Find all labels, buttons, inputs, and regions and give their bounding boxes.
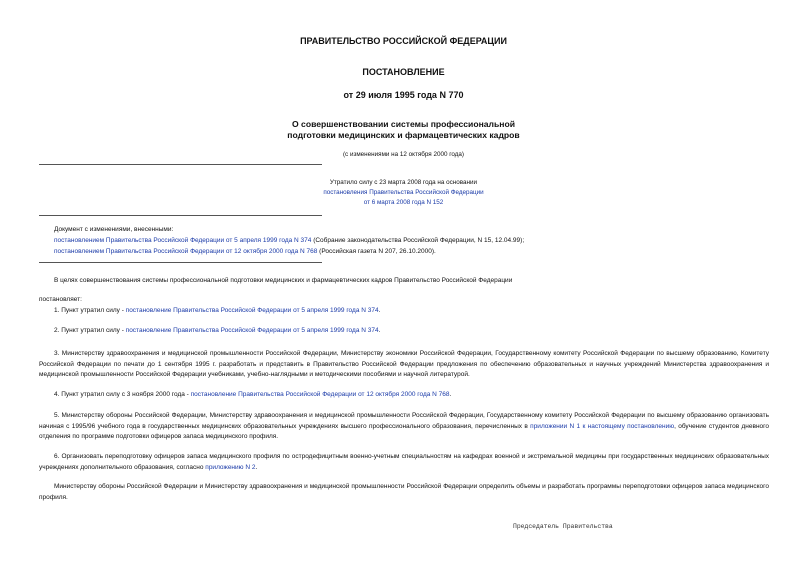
document-date-number: от 29 июля 1995 года N 770: [343, 90, 464, 100]
amendment-item-2: [54, 248, 436, 255]
changes-note: (с изменениями на 12 октября 2000 года): [342, 151, 465, 158]
amendment-source-2: (Российская газета N 207, 26.10.2000).: [317, 248, 436, 255]
clause-6: 6. Организовать переподготовку офицеров запаса медицинского профиля по остродефицитным военно-учетным специальностям на кафедрах военной и экстремальной медицины при государственных медицинских образовательных учреждениях дополнительного образования, согласно приложению N 2.: [39, 453, 769, 471]
document-type: ПОСТАНОВЛЕНИЕ: [362, 67, 445, 77]
document-title-line-2: подготовки медицинских и фармацевтических кадров: [287, 130, 520, 140]
divider: [39, 262, 322, 263]
divider: [39, 215, 322, 216]
clause-1-link[interactable]: постановление Правительства Российской Федерации от 5 апреля 1999 года N 374: [125, 307, 379, 314]
clause-2-link[interactable]: постановление Правительства Российской Федерации от 5 апреля 1999 года N 374: [125, 327, 379, 334]
clause-5-link[interactable]: приложении N 1 к настоящему постановлению: [530, 422, 675, 430]
amendments-intro: Документ с изменениями, внесенными:: [54, 226, 174, 233]
amendment-link-2[interactable]: постановлением Правительства Российской Федерации от 12 октября 2000 года N 768: [54, 248, 318, 255]
amendment-link-1[interactable]: постановлением Правительства Российской Федерации от 5 апреля 1999 года N 374: [54, 237, 312, 244]
repeal-link-line-2[interactable]: от 6 марта 2008 года N 152: [363, 199, 444, 206]
preamble: В целях совершенствования системы профессиональной подготовки медицинских и фармацевтических кадров Правительство Российской Федерации: [54, 277, 513, 284]
clause-2: 2. Пункт утратил силу - постановление Правительства Российской Федерации от 5 апреля 1999 года N 374.: [54, 327, 381, 334]
amendment-source-1: (Собрание законодательства Российской Федерации, N 15, 12.04.99);: [311, 237, 525, 244]
clause-3: 3. Министерству здравоохранения и медицинской промышленности Российской Федерации, Министерству экономики Российской Федерации, Государственному комитету Российской Федерации по высшему образованию, Комитету Российской Федерации по печати до 1 сентября 1995 г. разработать и представить в Правительство Российской Федерации предложения по обеспечению образовательных и научных учреждений Министерства здравоохранения и медицинской промышленности Российской Федерации учебниками, учебно-наглядными и методическими пособиями и научной литературой.: [39, 350, 769, 378]
clause-4-link[interactable]: постановление Правительства Российской Федерации от 12 октября 2000 года N 768: [190, 391, 450, 398]
repeal-note: Утратило силу с 23 марта 2008 года на основании: [329, 179, 478, 186]
divider: [39, 164, 322, 165]
clause-6-continued: Министерству обороны Российской Федерации и Министерству здравоохранения и медицинской промышленности Российской Федерации определить объемы и разработать программы переподготовки офицеров запаса медицинского профиля.: [39, 483, 769, 501]
clause-5: 5. Министерству обороны Российской Федерации, Министерству здравоохранения и медицинской промышленности Российской Федерации, Государственному комитету Российской Федерации по высшему образованию организовать начиная с 1995/96 учебного года в государственных медицинских образовательных учреждениях высшего профессионального образования, перечисленных в приложении N 1 к настоящему постановлению, обучение студентов дневного отделения по программе подготовки офицеров запаса медицинского профиля.: [39, 412, 769, 440]
issuing-authority: ПРАВИТЕЛЬСТВО РОССИЙСКОЙ ФЕДЕРАЦИИ: [300, 36, 507, 46]
decides-word: постановляет:: [39, 296, 82, 303]
signature-title: Председатель Правительства: [513, 523, 613, 530]
clause-4: 4. Пункт утратил силу с 3 ноября 2000 года - постановление Правительства Российской Федерации от 12 октября 2000 года N 768.: [54, 391, 452, 398]
clause-6-link[interactable]: приложению N 2: [205, 463, 256, 471]
clause-1: 1. Пункт утратил силу - постановление Правительства Российской Федерации от 5 апреля 1999 года N 374.: [54, 307, 381, 314]
repeal-link-line-1[interactable]: постановления Правительства Российской Федерации: [323, 189, 484, 196]
document-title-line-1: О совершенствовании системы профессиональной: [291, 119, 516, 129]
amendment-item-1: [54, 237, 524, 244]
